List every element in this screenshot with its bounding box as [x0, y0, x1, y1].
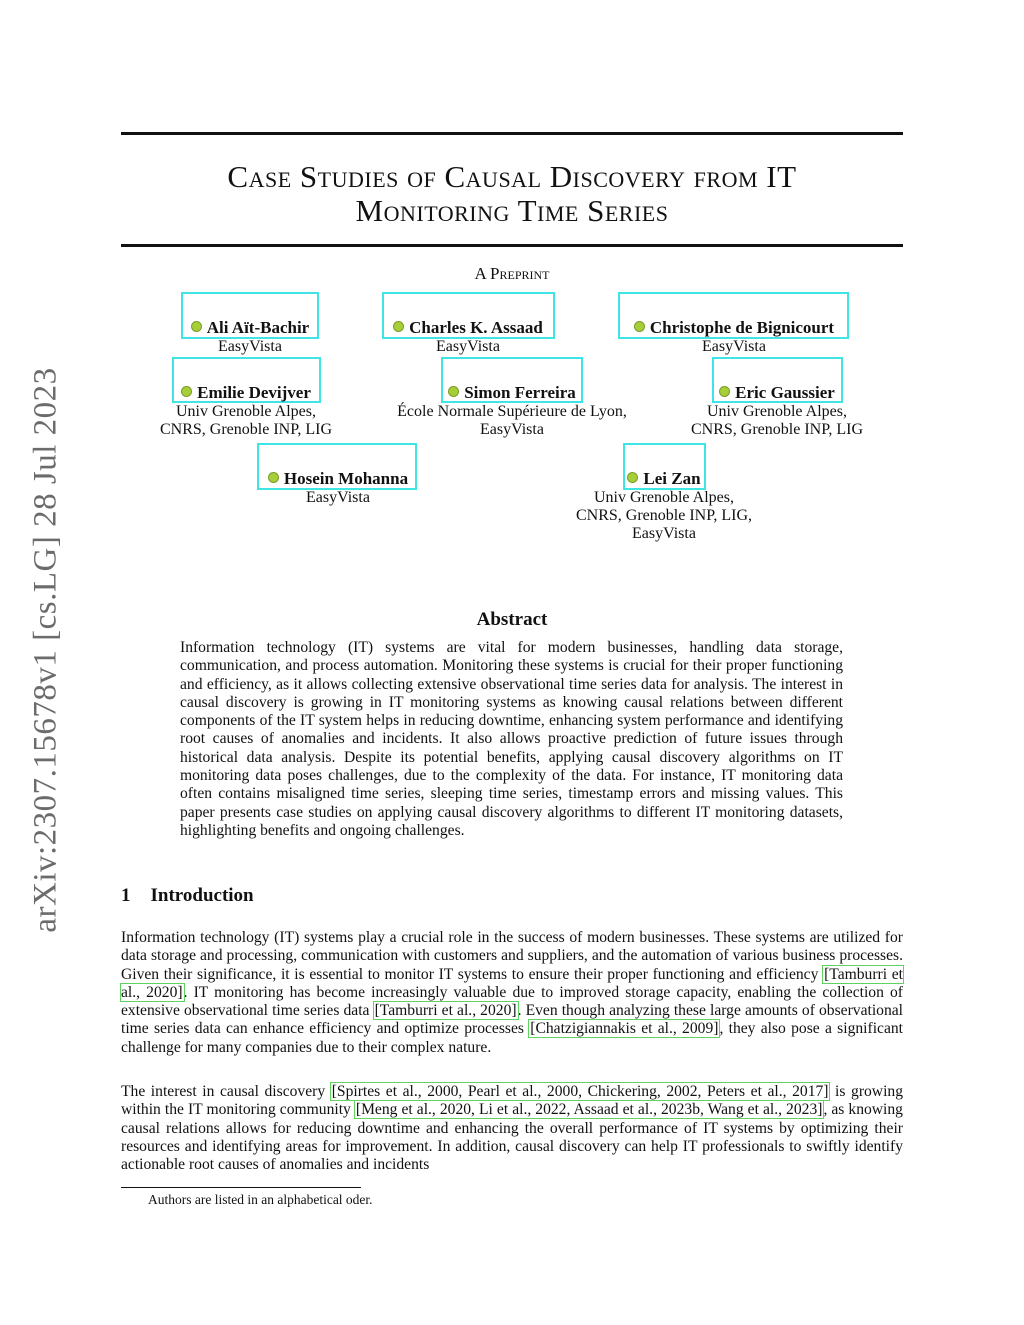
author-affiliation: EasyVista	[306, 489, 370, 506]
author-affiliation: Univ Grenoble Alpes,	[594, 489, 734, 506]
intro-paragraph-2	[121, 1083, 903, 1174]
author-name[interactable]: Emilie Devijver	[197, 383, 311, 402]
paragraph-text: . Even though analyzing these large amounts of observational time series data can enhance efficiency and optimize processes	[121, 1002, 904, 1038]
citation-link[interactable]: [Tamburri et al., 2020]	[121, 965, 903, 1001]
title-rule-bottom	[121, 244, 903, 247]
orcid-icon[interactable]	[627, 472, 638, 483]
citation-link[interactable]: [Chatzigiannakis et al., 2009]	[530, 1020, 719, 1038]
orcid-icon[interactable]	[268, 472, 279, 483]
citation-link[interactable]: [Tamburri et al., 2020]	[374, 1002, 517, 1020]
author-affiliation: Univ Grenoble Alpes,	[176, 403, 316, 420]
citation-link[interactable]: [Meng et al., 2020, Li et al., 2022, Assaad et al., 2023b, Wang et al., 2023]	[355, 1101, 823, 1119]
citation-link[interactable]: [Spirtes et al., 2000, Pearl et al., 2000, Chickering, 2002, Peters et al., 2017]	[331, 1083, 829, 1100]
author-name[interactable]: Hosein Mohanna	[283, 469, 409, 488]
author-name[interactable]: Eric Gaussier	[735, 383, 835, 402]
paragraph-text: . IT monitoring has become increasingly valuable due to improved storage capacity, enabling the collection of extensive observational time series data	[121, 983, 903, 1020]
arxiv-identifier: arXiv:2307.15678v1 [cs.LG] 28 Jul 2023	[27, 367, 64, 933]
paragraph-text: is growing within the IT monitoring community	[121, 1083, 903, 1119]
intro-paragraph-1	[121, 929, 903, 1057]
author-affiliation: CNRS, Grenoble INP, LIG,	[576, 507, 752, 524]
author-name[interactable]: Ali Aït-Bachir	[206, 318, 310, 337]
author-name[interactable]: Charles K. Assaad	[409, 318, 543, 337]
section-heading	[121, 885, 254, 907]
author-name[interactable]: Christophe de Bignicourt	[649, 318, 835, 337]
author-block	[372, 384, 652, 439]
author-name[interactable]: Simon Ferreira	[464, 383, 576, 402]
abstract-text: Information technology (IT) systems are vital for modern businesses, handling data storage, communication, and process automation. Monitoring these systems is crucial for their proper functioning and efficiency, as it allows collecting extensive observational time series data for analysis. The interest in causal discovery is growing in IT monitoring systems as knowing causal relations between different components of the IT system helps in reducing downtime, enhancing system performance and identifying root causes of anomalies and incidents. It also allows proactive prediction of future issues through historical data analysis. Despite its potential benefits, applying causal discovery algorithms on IT monitoring data poses challenges, due to the complexity of the data. For instance, IT monitoring data often contains misaligned time series, sleeping time series, timestamp errors and missing values. This paper presents case studies on applying causal discovery algorithms to different IT monitoring datasets, highlighting benefits and ongoing challenges.	[180, 639, 843, 839]
paragraph-text: The interest in causal discovery	[121, 1083, 331, 1100]
paper-title-line-1: Case Studies of Causal Discovery from IT	[227, 159, 797, 194]
author-block	[554, 470, 774, 543]
author-affiliation: EasyVista	[436, 338, 500, 355]
section-number: 1	[121, 885, 131, 906]
author-block	[136, 384, 356, 439]
author-affiliation: CNRS, Grenoble INP, LIG	[691, 421, 863, 438]
author-affiliation: EasyVista	[632, 525, 696, 542]
author-block	[604, 319, 864, 356]
abstract-heading: Abstract	[476, 609, 548, 630]
preprint-label: A Preprint	[474, 264, 550, 283]
author-affiliation: Univ Grenoble Alpes,	[707, 403, 847, 420]
author-block	[368, 319, 568, 356]
section-title: Introduction	[150, 885, 254, 906]
orcid-icon[interactable]	[719, 386, 730, 397]
paragraph-text: , they also pose a significant challenge for many companies due to their complex nature.	[121, 1020, 904, 1056]
footnote-text: Authors are listed in an alphabetical oder.	[148, 1192, 373, 1207]
footnote-rule	[121, 1187, 361, 1188]
author-name[interactable]: Lei Zan	[643, 469, 701, 488]
author-affiliation: EasyVista	[480, 421, 544, 438]
author-block	[150, 319, 350, 356]
orcid-icon[interactable]	[393, 321, 404, 332]
author-affiliation: EasyVista	[702, 338, 766, 355]
author-affiliation: École Normale Supérieure de Lyon,	[397, 403, 627, 420]
orcid-icon[interactable]	[181, 386, 192, 397]
author-affiliation: EasyVista	[218, 338, 282, 355]
paragraph-text: Information technology (IT) systems play a crucial role in the success of modern businesses. These systems are utilized for data storage and processing, communication with customers and suppliers, and the automation of various business processes. Given their significance, it is essential to monitor IT systems to ensure their proper functioning and efficiency	[121, 929, 903, 983]
paragraph-text: , as knowing causal relations allows for reducing downtime and enhancing the overall performance of IT systems by optimizing their resources and identifying areas for improvement. In addition, causal discovery can help IT professionals to swiftly identify actionable root causes of anomalies and incidents	[121, 1101, 903, 1174]
author-block	[238, 470, 438, 507]
orcid-icon[interactable]	[448, 386, 459, 397]
orcid-icon[interactable]	[191, 321, 202, 332]
paper-title-line-2: Monitoring Time Series	[355, 193, 669, 228]
author-block	[667, 384, 887, 439]
title-rule-top	[121, 132, 903, 135]
orcid-icon[interactable]	[634, 321, 645, 332]
author-affiliation: CNRS, Grenoble INP, LIG	[160, 421, 332, 438]
